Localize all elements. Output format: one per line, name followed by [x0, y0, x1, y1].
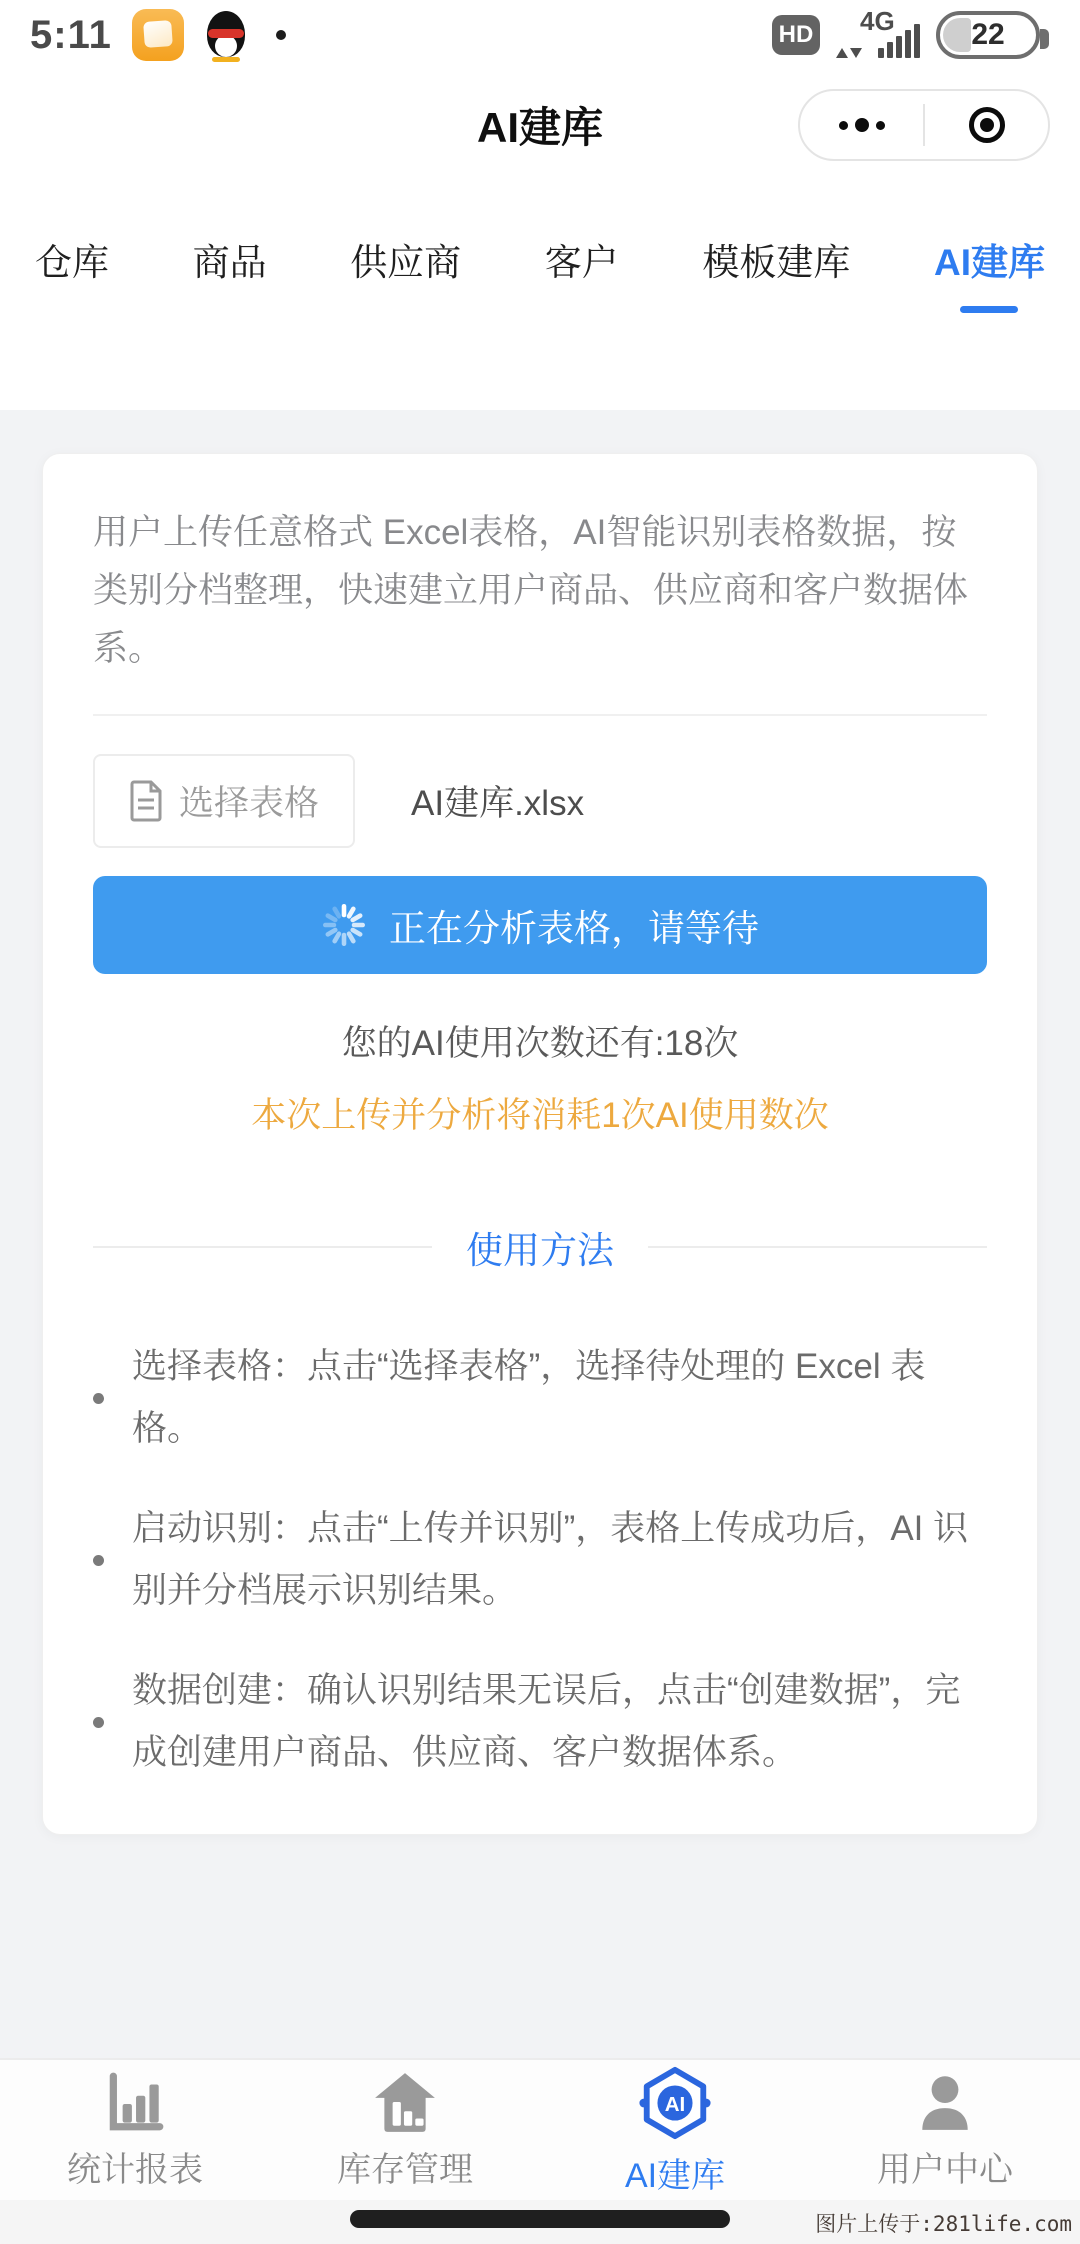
qq-penguin-icon — [204, 9, 248, 61]
tabbar-item-statistics[interactable]: 统计报表 — [0, 2060, 270, 2200]
battery-icon: 22 — [936, 11, 1040, 59]
miniprogram-capsule — [798, 89, 1050, 161]
hd-volte-icon: HD — [772, 15, 820, 55]
analyze-button-label: 正在分析表格，请等待 — [389, 908, 759, 949]
method-section-divider — [93, 1220, 987, 1274]
more-dots-icon — [839, 118, 885, 132]
analyze-button[interactable] — [93, 876, 987, 974]
warehouse-icon — [372, 2070, 438, 2136]
tab-customers[interactable]: 客户 — [544, 242, 619, 283]
loading-spinner-icon — [321, 902, 367, 948]
page-content — [0, 410, 1080, 2058]
bar-chart-icon — [102, 2070, 168, 2136]
target-circle-icon — [969, 107, 1005, 143]
tab-products[interactable]: 商品 — [192, 242, 267, 283]
close-circle-button[interactable] — [925, 91, 1048, 159]
ai-build-card — [42, 453, 1038, 1835]
bottom-tab-bar — [0, 2058, 1080, 2200]
status-time: 5:11 — [30, 12, 112, 57]
cellular-signal-icon: 4G — [836, 10, 920, 60]
file-select-row — [93, 754, 987, 848]
usage-steps-list — [93, 1336, 987, 1784]
navbar — [0, 70, 1080, 180]
bullet-dot-icon — [93, 1393, 104, 1404]
method-section-title: 使用方法 — [466, 1230, 614, 1271]
top-tab-bar — [0, 180, 1080, 410]
list-item: 启动识别：点击“上传并识别”，表格上传成功后，AI 识别并分档展示识别结果。 — [93, 1498, 987, 1622]
bullet-dot-icon — [93, 1555, 104, 1566]
status-bar — [0, 0, 1080, 70]
user-icon — [912, 2070, 978, 2136]
home-indicator-bar[interactable] — [350, 2210, 730, 2228]
list-item: 数据创建：确认识别结果无误后，点击“创建数据”，完成创建用户商品、供应商、客户数据体系。 — [93, 1660, 987, 1784]
divider — [93, 714, 987, 716]
tab-warehouse[interactable]: 仓库 — [35, 242, 109, 283]
home-strip — [0, 2200, 1080, 2244]
svg-text:AI: AI — [664, 2092, 686, 2116]
tab-template-build[interactable]: 模板建库 — [702, 242, 851, 283]
watermark-text: 图片上传于:281life.com — [815, 2212, 1072, 2236]
tabbar-item-inventory[interactable]: 库存管理 — [270, 2060, 540, 2200]
chat-app-icon — [132, 9, 184, 61]
tabbar-item-user-center[interactable]: 用户中心 — [810, 2060, 1080, 2200]
usage-cost-warning-text: 本次上传并分析将消耗1次AI使用数次 — [251, 1096, 829, 1135]
notification-dot-icon — [276, 30, 286, 40]
bullet-dot-icon — [93, 1717, 104, 1728]
tabbar-item-ai-build[interactable]: AI AI建库 — [540, 2060, 810, 2200]
more-menu-button[interactable] — [800, 91, 923, 159]
selected-file-name: AI建库.xlsx — [411, 784, 585, 823]
list-item: 选择表格：点击“选择表格”，选择待处理的 Excel 表格。 — [93, 1336, 987, 1460]
document-icon — [129, 780, 163, 822]
ai-hexagon-icon — [636, 2064, 714, 2142]
select-file-label: 选择表格 — [179, 784, 320, 823]
tab-ai-build[interactable]: AI建库 — [934, 232, 1045, 410]
intro-text: 用户上传任意格式 Excel表格，AI智能识别表格数据，按类别分档整理，快速建立用户商品、供应商和客户数据体系。 — [93, 513, 969, 668]
tab-suppliers[interactable]: 供应商 — [350, 242, 462, 283]
usage-remaining-text: 您的AI使用次数还有:18次 — [341, 1024, 739, 1063]
page-title: AI建库 — [476, 104, 603, 151]
select-file-button[interactable] — [93, 754, 355, 848]
